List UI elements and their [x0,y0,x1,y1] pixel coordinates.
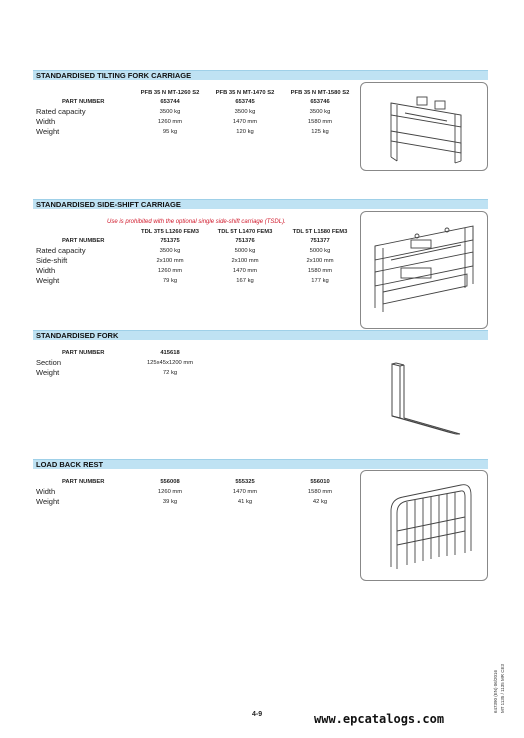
fork-drawing [378,358,478,438]
spec-value: 3500 kg [234,109,256,115]
spec-value: 3500 kg [309,109,331,115]
spec-label: Width [36,266,56,275]
column-header: TDL 5T L1470 FEM3 [217,229,273,235]
part-number-label: PART NUMBER [62,479,105,485]
part-number: 556008 [160,479,180,485]
spec-value: 42 kg [312,499,328,505]
spec-value: 1580 mm [307,268,333,274]
part-number: 653744 [160,99,180,105]
section-load-back-rest [33,459,488,581]
part-number: 415618 [160,350,180,356]
spec-value: 5000 kg [309,248,331,254]
part-number: 751377 [310,238,330,244]
spec-value: 1470 mm [232,119,258,125]
side-shift-carriage-drawing [361,212,487,328]
spec-value: 1580 mm [307,489,333,495]
part-number: 653745 [235,99,255,105]
section-title: LOAD BACK REST [33,459,488,469]
load-back-rest-image [360,470,488,581]
tilting-fork-carriage-drawing [361,83,487,170]
part-number: 653746 [310,99,330,105]
column-header: TDL 3T5 L1260 FEM3 [141,229,199,235]
watermark-link[interactable]: www.epcatalogs.com [314,712,445,726]
spec-value: 1470 mm [232,489,258,495]
spec-value: 95 kg [162,129,178,135]
spec-label: Rated capacity [36,246,86,255]
spec-value: 1580 mm [307,119,333,125]
spec-label: Weight [36,276,60,285]
spec-label: Weight [36,368,60,377]
spec-value: 39 kg [162,499,178,505]
part-number: 556010 [310,479,330,485]
spec-value: 79 kg [162,278,178,284]
spec-value: 1470 mm [232,268,258,274]
spec-label: Weight [36,127,60,136]
part-number: 751375 [160,238,180,244]
spec-value: 41 kg [237,499,253,505]
column-header: TDL 5T L1580 FEM3 [292,229,348,235]
spec-value: 125x45x1200 mm [146,360,194,366]
spec-value: 120 kg [236,129,254,135]
column-header: PFB 35 N MT-1580 S2 [290,90,350,96]
section-title: STANDARDISED TILTING FORK CARRIAGE [33,70,488,80]
spec-value: 72 kg [162,370,178,376]
spec-value: 177 kg [311,278,329,284]
spec-label: Rated capacity [36,107,86,116]
side-shift-carriage-image [360,211,488,329]
section-tilting-fork-carriage [33,70,488,170]
spec-value: 5000 kg [234,248,256,254]
spec-value: 167 kg [236,278,254,284]
part-number-label: PART NUMBER [62,350,105,356]
section-standardised-fork [33,330,488,454]
part-number: 751376 [235,238,255,244]
column-header: PFB 35 N MT-1470 S2 [215,90,275,96]
usage-warning-note: Use is prohibited with the optional single side-shift carriage (TSDL). [107,219,286,225]
spec-label: Width [36,117,56,126]
document-reference-line: MT 1135 / 1135 MR CE3 [500,663,505,713]
part-number-label: PART NUMBER [62,238,105,244]
spec-label: Section [36,358,62,367]
tilting-fork-carriage-image [360,82,488,171]
document-reference [491,665,521,715]
spec-value: 125 kg [311,129,329,135]
spec-value: 3500 kg [159,248,181,254]
load-back-rest-drawing [361,471,487,580]
spec-value: 1260 mm [157,119,183,125]
part-number-label: PART NUMBER [62,99,105,105]
document-reference-line: 647390 (EN) 06/2016 [493,669,498,713]
spec-value: 2x100 mm [156,258,184,264]
section-title: STANDARDISED SIDE-SHIFT CARRIAGE [33,199,488,209]
spec-value: 1260 mm [157,489,183,495]
spec-label: Width [36,487,56,496]
spec-label: Side-shift [36,256,68,265]
spec-label: Weight [36,497,60,506]
spec-value: 2x100 mm [231,258,259,264]
column-header: PFB 35 N MT-1260 S2 [140,90,200,96]
spec-value: 1260 mm [157,268,183,274]
spec-value: 2x100 mm [306,258,334,264]
section-title: STANDARDISED FORK [33,330,488,340]
part-number: 555325 [235,479,255,485]
page-number: 4-9 [252,711,263,718]
section-side-shift-carriage [33,199,488,329]
spec-value: 3500 kg [159,109,181,115]
